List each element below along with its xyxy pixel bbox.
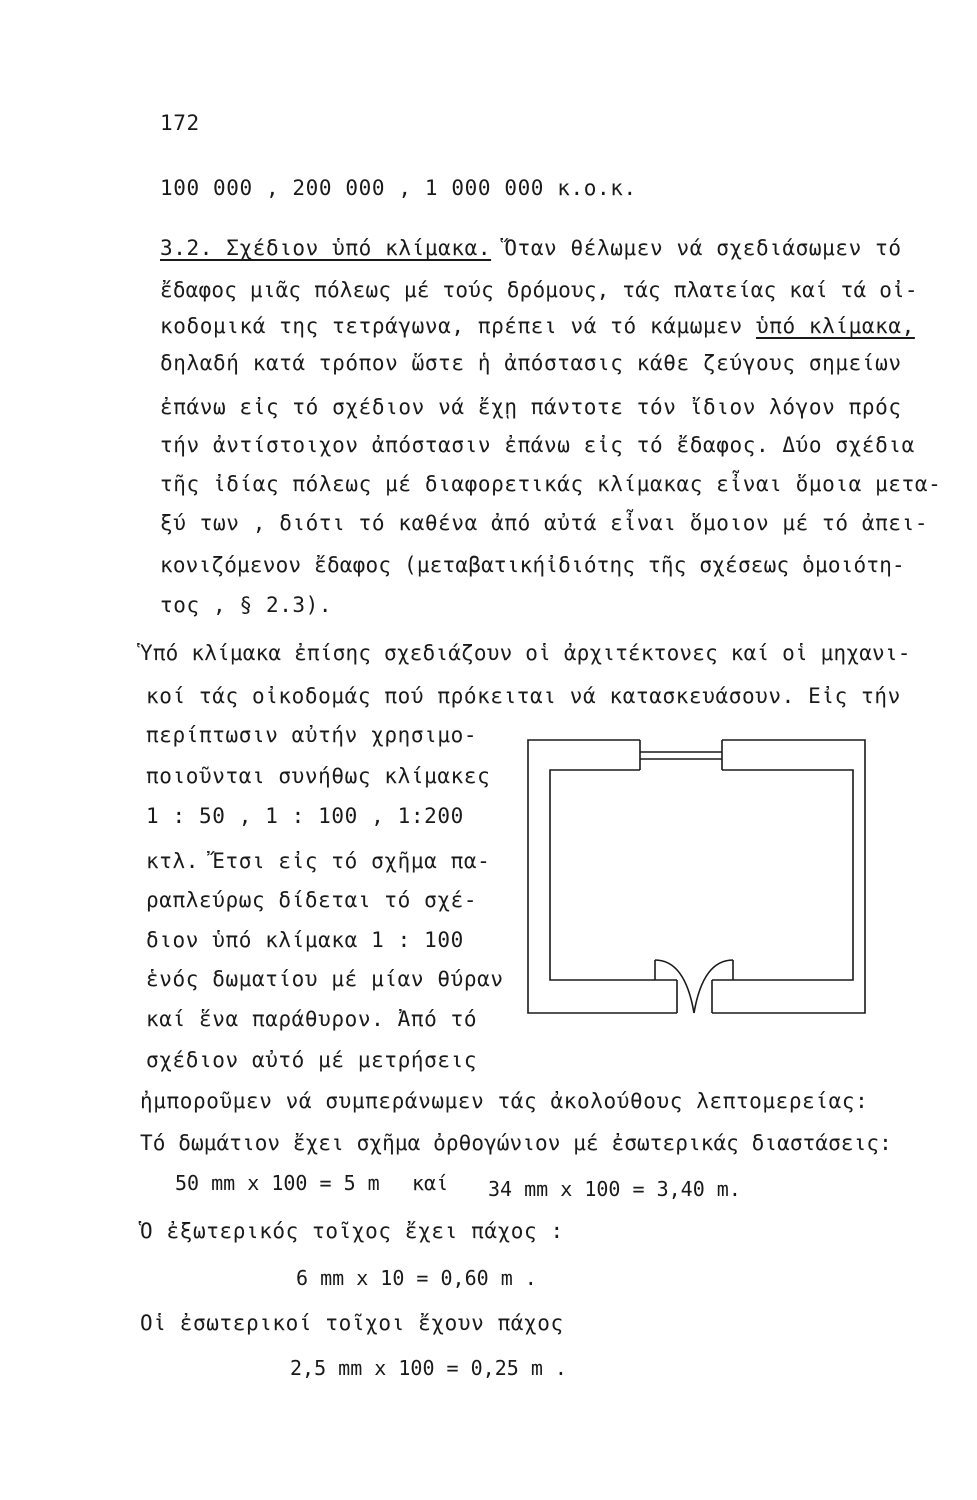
text-line: σχέδιον αὐτό μέ μετρήσεις xyxy=(146,1048,478,1072)
text-line: ἠμποροῦμεν νά συμπεράνωμεν τάς ἀκολούθους λεπτομερείας: xyxy=(140,1089,869,1113)
text-line: διον ὑπό κλίμακα 1 : 100 xyxy=(146,928,464,952)
text-line: Ὑπό κλίμακα ἐπίσης σχεδιάζουν οἱ ἀρχιτέκτονες καί οἱ μηχανι- xyxy=(140,641,911,665)
equation-interior-length: 50 mm x 100 = 5 m xyxy=(175,1171,380,1195)
text-line xyxy=(160,313,915,339)
text-line: κονιζόμενον ἔδαφος (μεταβατικήἰδιότης τῆς σχέσεως ὁμοιότη- xyxy=(160,553,905,577)
inner-wall xyxy=(550,770,853,980)
text-line: τος , § 2.3). xyxy=(160,593,333,617)
text-line: ἔδαφος μιᾶς πόλεως μέ τούς δρόμους, τάς πλατείας καί τά οἰ- xyxy=(160,278,918,302)
equation-conjunction: καί xyxy=(412,1171,449,1195)
text-line: ραπλεύρως δίδεται τό σχέ- xyxy=(146,888,478,912)
door-leaf-right xyxy=(694,960,733,1013)
text-line: κτλ. Ἔτσι εἰς τό σχῆμα πα- xyxy=(146,849,491,873)
text-line: καί ἕνα παράθυρον. Ἀπό τό xyxy=(146,1007,478,1031)
wall-block xyxy=(640,740,722,770)
section-heading-line xyxy=(160,235,902,261)
text-line: Οἱ ἐσωτερικοί τοῖχοι ἔχουν πάχος xyxy=(140,1311,564,1335)
scale-examples-line: 100 000 , 200 000 , 1 000 000 κ.ο.κ. xyxy=(160,176,637,200)
outer-wall xyxy=(528,740,865,1013)
equation-inner-walls: 2,5 mm x 100 = 0,25 m . xyxy=(290,1356,567,1380)
text-line: ἑνός δωματίου μέ μίαν θύραν xyxy=(146,967,504,991)
door-leaf-left xyxy=(655,960,694,1013)
equation-outer-wall: 6 mm x 10 = 0,60 m . xyxy=(296,1266,537,1290)
section-heading: 3.2. Σχέδιον ὑπό κλίμακα. xyxy=(160,236,492,260)
text-line: Ὅταν θέλωμεν νά σχεδιάσωμεν τό xyxy=(504,236,902,260)
text-line: τῆς ἰδίας πόλεως μέ διαφορετικάς κλίμακας εἶναι ὅμοια μετα- xyxy=(160,472,942,496)
text-line: Ὁ ἐξωτερικός τοῖχος ἔχει πάχος : xyxy=(140,1219,564,1243)
text-line: ποιοῦνται συνήθως κλίμακες xyxy=(146,764,491,788)
text-line: ξύ των , διότι τό καθένα ἀπό αὐτά εἶναι ὅμοιον μέ τό ἀπει- xyxy=(160,511,929,535)
scale-ratios-line: 1 : 50 , 1 : 100 , 1:200 xyxy=(146,804,464,828)
text-line: Τό δωμάτιον ἔχει σχῆμα ὀρθογώνιον μέ ἐσωτερικάς διαστάσεις: xyxy=(140,1131,892,1155)
text-line: περίπτωσιν αὐτήν χρησιμο- xyxy=(146,723,478,747)
underlined-phrase: ὑπό κλίμακα, xyxy=(755,314,915,338)
text-line: κοί τάς οἰκοδομάς πού πρόκειται νά κατασκευάσουν. Εἰς τήν xyxy=(146,684,901,708)
text-line-part: κοδομικά της τετράγωνα, πρέπει νά τό κάμωμεν xyxy=(160,314,743,338)
page-number: 172 xyxy=(160,111,200,135)
room-floor-plan xyxy=(490,730,885,1020)
equation-interior-width: 34 mm x 100 = 3,40 m. xyxy=(488,1177,741,1201)
text-line: ἐπάνω εἰς τό σχέδιον νά ἔχῃ πάντοτε τόν ἴδιον λόγον πρός xyxy=(160,395,902,419)
text-line: δηλαδή κατά τρόπον ὥστε ἡ ἀπόστασις κάθε ζεύγους σημείων xyxy=(160,351,902,375)
text-line: τήν ἀντίστοιχον ἀπόστασιν ἐπάνω εἰς τό ἔδαφος. Δύο σχέδια xyxy=(160,433,915,457)
